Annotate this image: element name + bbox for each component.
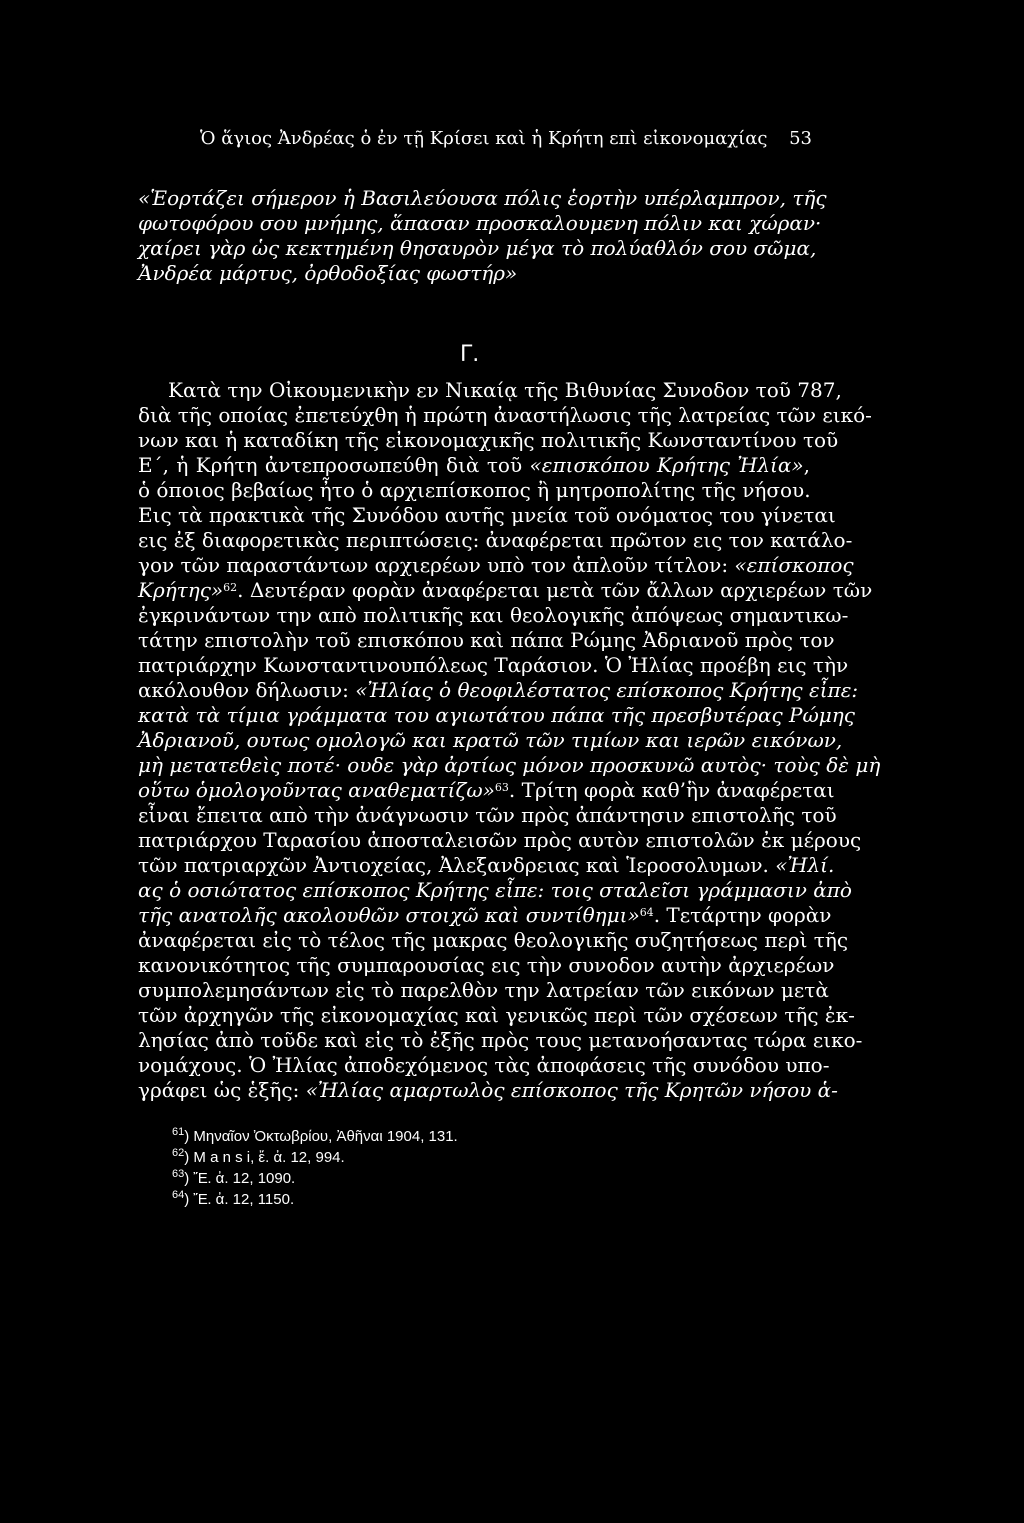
quoted-title: Κρήτης»	[138, 578, 224, 602]
quotation: «Ἠλί.	[775, 853, 835, 877]
footnote-number: 64	[172, 1189, 185, 1201]
body-line: ἀναφέρεται εἰς τὸ τέλος τῆς μακρας θεολογικῆς συζητήσεως περὶ τῆς	[138, 928, 849, 952]
body-line: συμπολεμησάντων εἰς τὸ παρελθὸν την λατρείαν τῶν εικόνων μετὰ	[138, 978, 829, 1002]
body-line	[138, 778, 835, 802]
footnote-text: ) M a n s i, ἔ. ἀ. 12, 994.	[184, 1149, 345, 1166]
footnote	[172, 1170, 295, 1188]
text-run: . Τρίτη φορὰ καθ’ἣν ἀναφέρεται	[508, 778, 835, 802]
body-line: Ἀδριανοῦ, ουτως ομολογῶ και κρατῶ τῶν τιμίων και ιερῶν εικόνων,	[138, 728, 843, 752]
quotation: οὕτω ὁμολογοῦντας αναθεματίζω»	[138, 778, 495, 802]
footnote-text: ) Μηναῖον Ὀκτωβρίου, Ἀθῆναι 1904, 131.	[184, 1128, 458, 1145]
body-line: λησίας ἀπὸ τοῦδε καὶ εἰς τὸ ἐξῆς πρὸς τους μετανοήσαντας τώρα εικο-	[138, 1028, 863, 1052]
body-line: ὁ όποιος βεβαίως ἦτο ὁ αρχιεπίσκοπος ἢ μητροπολίτης τῆς νήσου.	[138, 478, 811, 502]
running-header	[200, 128, 812, 150]
footnote	[172, 1149, 345, 1167]
body-line: μὴ μετατεθεὶς ποτέ· ουδε γὰρ ἀρτίως μόνον προσκυνῶ αυτὸς· τοὺς δὲ μὴ	[138, 753, 881, 777]
text-run: γράφει ὡς ἑξῆς:	[138, 1078, 306, 1102]
quote-line: Ἀνδρέα μάρτυς, ὀρθοδοξίας φωστήρ»	[138, 261, 518, 285]
body-line: τάτην επιστολὴν τοῦ επισκόπου καὶ πάπα Ρώμης Ἀδριανοῦ πρὸς τον	[138, 628, 835, 652]
text-run: . Δευτέραν φορὰν ἀναφέρεται μετὰ τῶν ἄλλων αρχιερέων τῶν	[237, 578, 873, 602]
section-heading: Γ.	[460, 342, 480, 367]
body-line: Κατὰ την Οἰκουμενικὴν εν Νικαίᾳ τῆς Βιθυνίας Συνοδον τοῦ 787,	[168, 378, 842, 402]
quoted-title: «επίσκοπος	[734, 553, 854, 577]
body-line: ας ὁ οσιώτατος επίσκοπος Κρήτης εἶπε: τοις σταλεῖσι γράμμασιν ἀπὸ	[138, 878, 852, 902]
body-line: κανονικότητος τῆς συμπαρουσίας εις τὴν συνοδον αυτὴν ἀρχιερέων	[138, 953, 835, 977]
body-line: νων και ἡ καταδίκη τῆς εἰκονομαχικῆς πολιτικῆς Κωνσταντίνου τοῦ	[138, 428, 839, 452]
body-line: κατὰ τὰ τίμια γράμματα του αγιωτάτου πάπα τῆς πρεσβυτέρας Ρώμης	[138, 703, 855, 727]
footnote-number: 63	[172, 1168, 185, 1180]
text-run: γον τῶν παραστάντων αρχιερέων υπὸ τον ἁπλοῦν τίτλον:	[138, 553, 735, 577]
footnote-ref: 63	[494, 781, 509, 794]
body-line: ἐγκρινάντων την απὸ πολιτικῆς και θεολογικῆς ἀπόψεως σημαντικω-	[138, 603, 849, 627]
body-line: Εις τὰ πρακτικὰ τῆς Συνόδου αυτῆς μνεία τοῦ ονόματος του γίνεται	[138, 503, 836, 527]
running-title: Ὁ ἅγιος Ἀνδρέας ὁ ἐν τῇ Κρίσει καὶ ἡ Κρήτη επὶ εἰκονομαχίας	[200, 128, 768, 149]
body-line: νομάχους. Ὁ Ἠλίας ἀποδεχόμενος τὰς ἀποφάσεις τῆς συνόδου υπο-	[138, 1053, 830, 1077]
body-line: εις ἐξ διαφορετικὰς περιπτώσεις: ἀναφέρεται πρῶτον εις τον κατάλο-	[138, 528, 853, 552]
body-line: πατριάρχην Κωνσταντινουπόλεως Ταράσιον. Ὁ Ἠλίας προέβη εις τὴν	[138, 653, 849, 677]
quotation: «Ἠλίας αμαρτωλὸς επίσκοπος τῆς Κρητῶν νήσου ἁ-	[305, 1078, 838, 1102]
text-run: Ε΄, ἡ Κρήτη ἀντεπροσωπεύθη διὰ τοῦ	[138, 453, 530, 477]
body-line: τῶν ἀρχηγῶν τῆς εἰκονομαχίας καὶ γενικῶς περὶ τῶν σχέσεων τῆς ἐκ-	[138, 1003, 855, 1027]
body-line: διὰ τῆς οποίας ἐπετεύχθη ἡ πρώτη ἀναστήλωσις τῆς λατρείας τῶν εικό-	[138, 403, 872, 427]
footnote-text: ) Ἔ. ἀ. 12, 1150.	[184, 1191, 295, 1208]
footnote-text: ) Ἔ. ἀ. 12, 1090.	[184, 1170, 296, 1187]
footnote-number: 61	[172, 1126, 185, 1138]
footnote-ref: 62	[223, 581, 238, 594]
body-line	[138, 1078, 838, 1102]
quotation: «Ἠλίας ὁ θεοφιλέστατος επίσκοπος Κρήτης εἶπε:	[355, 678, 859, 702]
footnote	[172, 1191, 294, 1209]
body-line: εἶναι ἔπειτα απὸ τὴν ἀνάγνωσιν τῶν πρὸς ἀπάντησιν επιστολῆς τοῦ	[138, 803, 837, 827]
text-run: ,	[803, 453, 810, 477]
body-line	[138, 853, 835, 877]
body-line	[138, 578, 873, 602]
body-line	[138, 453, 810, 477]
body-line	[138, 903, 832, 927]
text-run: . Τετάρτην φορὰν	[653, 903, 832, 927]
text-run: ακόλουθον δήλωσιν:	[138, 678, 356, 702]
quote-line: «Ἑορτάζει σήμερον ἡ Βασιλεύουσα πόλις ἑορτὴν υπέρλαμπρον, τῆς	[138, 186, 827, 210]
quote-line: φωτοφόρου σου μνήμης, ἅπασαν προσκαλουμενη πόλιν και χώραν·	[138, 211, 822, 235]
footnote	[172, 1128, 458, 1146]
page-number: 53	[789, 128, 812, 149]
body-line	[138, 678, 859, 702]
quotation: τῆς ανατολῆς ακολουθῶν στοιχῶ καὶ συντίθημι»	[138, 903, 640, 927]
quote-line: χαίρει γὰρ ὡς κεκτημένη θησαυρὸν μέγα τὸ πολύαθλόν σου σῶμα,	[138, 236, 817, 260]
footnote-number: 62	[172, 1147, 185, 1159]
body-line	[138, 553, 854, 577]
text-run: τῶν πατριαρχῶν Ἀντιοχείας, Ἀλεξανδρειας καὶ Ἱεροσολυμων.	[138, 853, 776, 877]
body-line: πατριάρχου Ταρασίου ἀποσταλεισῶν πρὸς αυτὸν επιστολῶν ἐκ μέρους	[138, 828, 862, 852]
footnote-ref: 64	[639, 906, 654, 919]
quoted-title: «επισκόπου Κρήτης Ἠλία»	[529, 453, 804, 477]
